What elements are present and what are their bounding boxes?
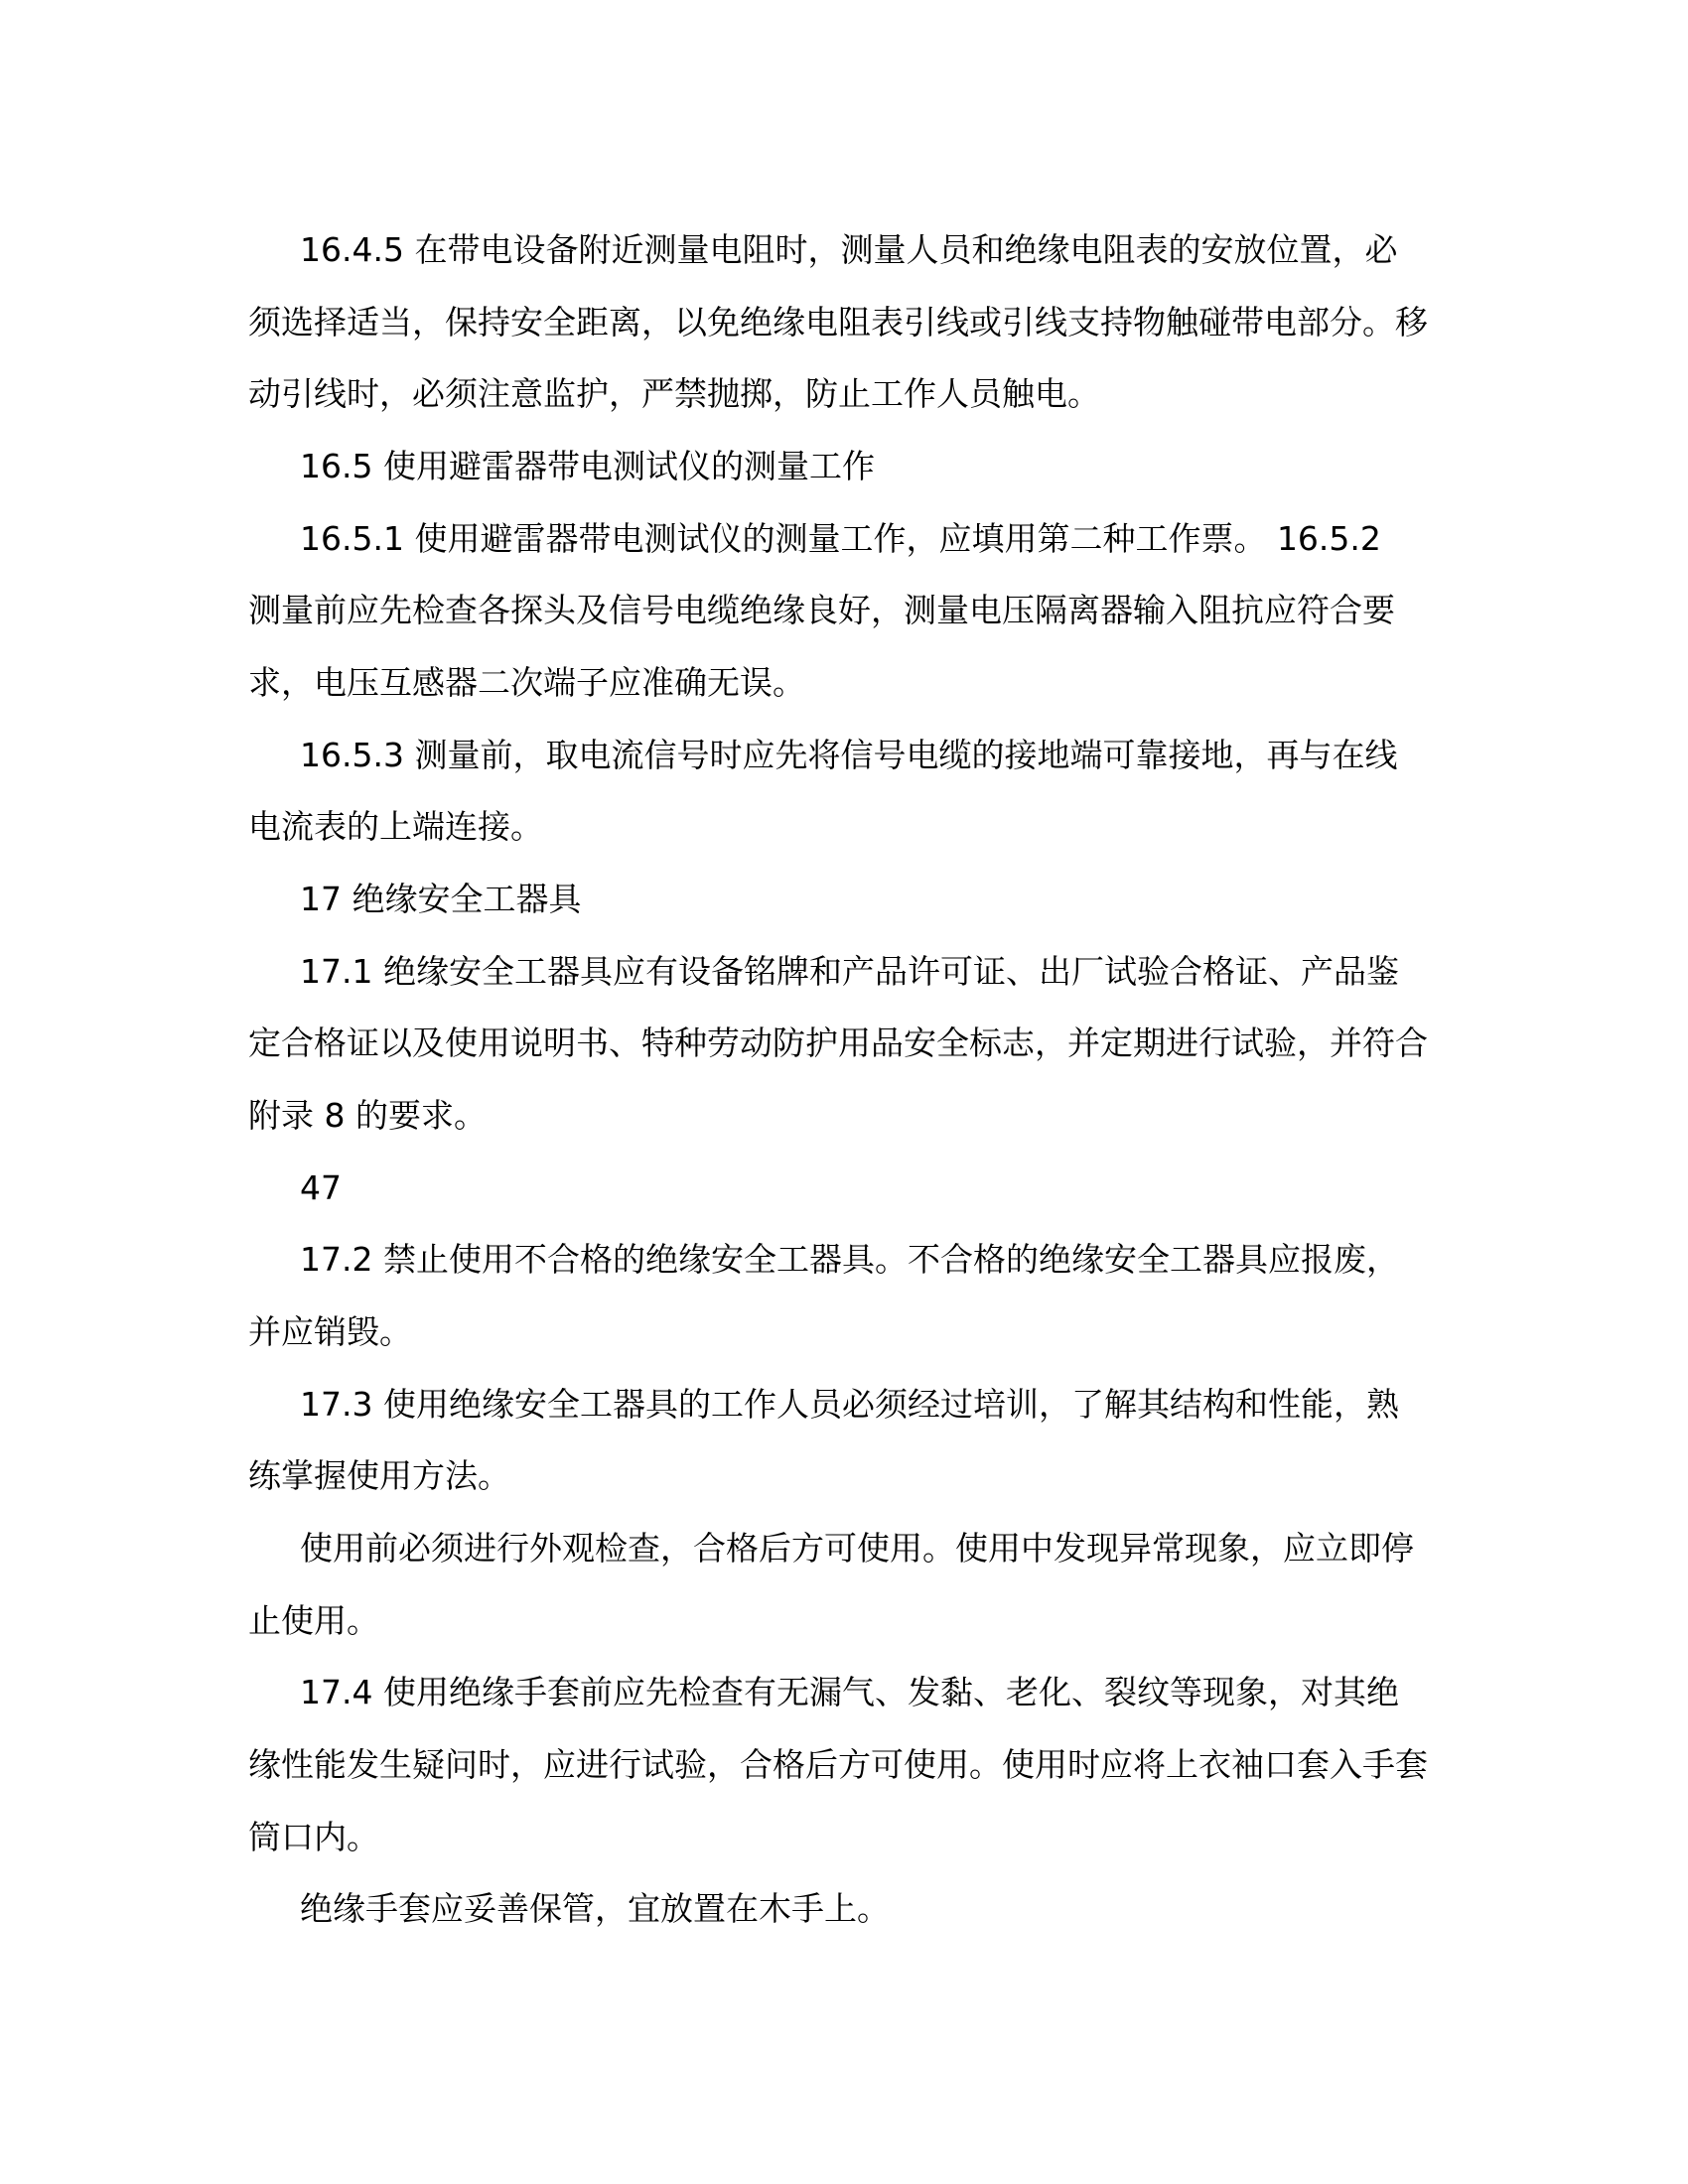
para-17-2-line-2: 并应销毁。 xyxy=(248,1312,412,1351)
para-16-5-1-line-2: 测量前应先检查各探头及信号电缆绝缘良好，测量电压隔离器输入阻抗应符合要 xyxy=(248,591,1395,629)
para-inspection-line-2: 止使用。 xyxy=(248,1601,379,1640)
para-glove-storage: 绝缘手套应妥善保管，宜放置在木手上。 xyxy=(300,1889,890,1928)
para-17-4-line-1: 17.4 使用绝缘手套前应先检查有无漏气、发黏、老化、裂纹等现象，对其绝 xyxy=(300,1673,1399,1711)
para-16-4-5-line-2: 须选择适当，保持安全距离，以免绝缘电阻表引线或引线支持物触碰带电部分。移 xyxy=(248,303,1428,341)
para-17-1-line-2: 定合格证以及使用说明书、特种劳动防护用品安全标志，并定期进行试验，并符合 xyxy=(248,1024,1428,1062)
heading-17: 17 绝缘安全工器具 xyxy=(300,880,582,918)
para-16-4-5-line-1: 16.4.5 在带电设备附近测量电阻时，测量人员和绝缘电阻表的安放位置，必 xyxy=(300,230,1398,269)
para-16-5-1-line-3: 求，电压互感器二次端子应准确无误。 xyxy=(248,663,805,702)
heading-16-5: 16.5 使用避雷器带电测试仪的测量工作 xyxy=(300,447,875,485)
para-16-5-3-line-1: 16.5.3 测量前，取电流信号时应先将信号电缆的接地端可靠接地，再与在线 xyxy=(300,736,1398,774)
para-16-4-5-line-3: 动引线时，必须注意监护，严禁抛掷，防止工作人员触电。 xyxy=(248,374,1100,413)
para-inspection-line-1: 使用前必须进行外观检查，合格后方可使用。使用中发现异常现象，应立即停 xyxy=(300,1529,1414,1568)
para-17-1-line-1: 17.1 绝缘安全工器具应有设备铭牌和产品许可证、出厂试验合格证、产品鉴 xyxy=(300,952,1399,991)
para-17-1-line-3: 附录 8 的要求。 xyxy=(248,1096,487,1135)
para-17-4-line-2: 缘性能发生疑问时，应进行试验，合格后方可使用。使用时应将上衣袖口套入手套 xyxy=(248,1745,1428,1784)
para-17-3-line-2: 练掌握使用方法。 xyxy=(248,1456,510,1495)
page-number: 47 xyxy=(300,1168,342,1207)
para-16-5-3-line-2: 电流表的上端连接。 xyxy=(248,807,543,846)
para-17-4-line-3: 筒口内。 xyxy=(248,1818,379,1856)
para-16-5-1-line-1: 16.5.1 使用避雷器带电测试仪的测量工作，应填用第二种工作票。 16.5.2 xyxy=(300,519,1381,558)
para-17-3-line-1: 17.3 使用绝缘安全工器具的工作人员必须经过培训，了解其结构和性能，熟 xyxy=(300,1385,1399,1424)
para-17-2-line-1: 17.2 禁止使用不合格的绝缘安全工器具。不合格的绝缘安全工器具应报废， xyxy=(300,1240,1399,1279)
